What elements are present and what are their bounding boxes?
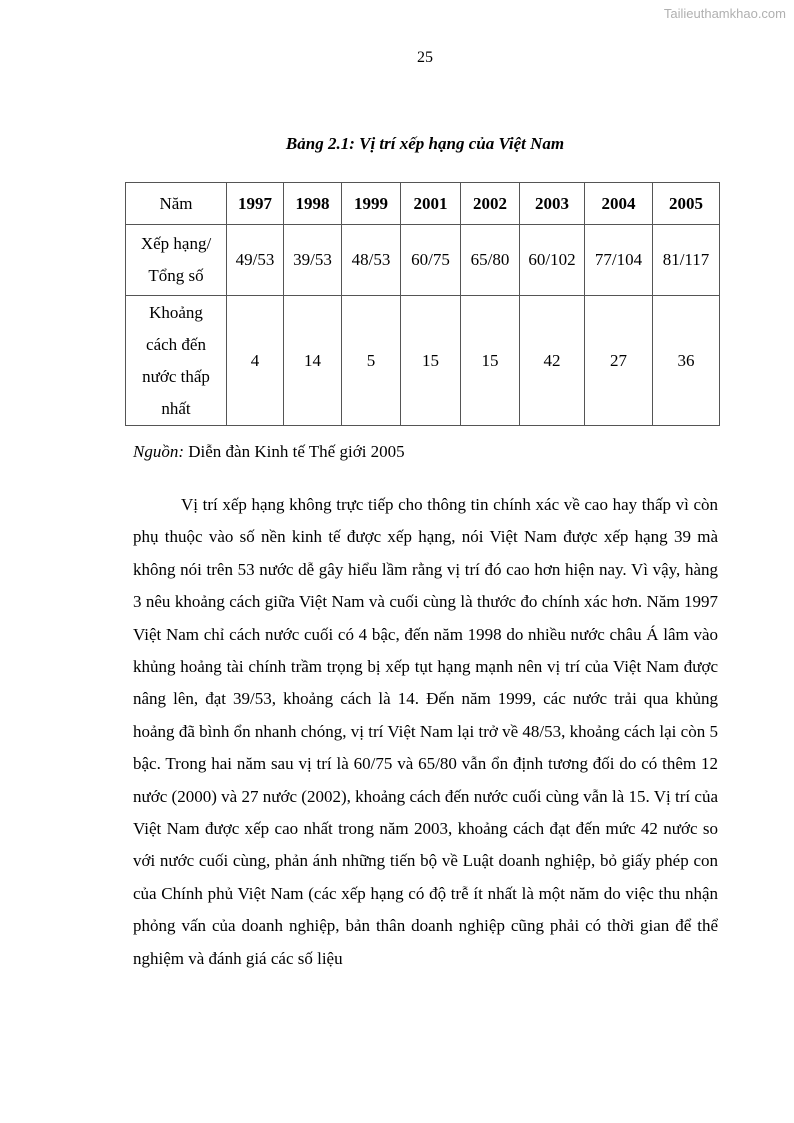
distance-cell: 15 bbox=[461, 296, 520, 426]
distance-cell: 42 bbox=[520, 296, 585, 426]
body-text bbox=[133, 489, 718, 975]
year-cell: 2002 bbox=[461, 183, 520, 225]
rank-cell: 60/102 bbox=[520, 225, 585, 296]
source-label: Nguồn: bbox=[133, 442, 184, 461]
distance-cell: 4 bbox=[227, 296, 284, 426]
row-label-rank: Xếp hạng/ Tổng số bbox=[126, 225, 227, 296]
source-text: Diễn đàn Kinh tế Thế giới 2005 bbox=[184, 442, 405, 461]
rank-cell: 77/104 bbox=[585, 225, 653, 296]
rank-cell: 65/80 bbox=[461, 225, 520, 296]
header-corner-cell: Năm bbox=[126, 183, 227, 225]
ranking-table bbox=[125, 182, 720, 426]
year-cell: 1997 bbox=[227, 183, 284, 225]
distance-cell: 36 bbox=[653, 296, 720, 426]
distance-cell: 5 bbox=[342, 296, 401, 426]
watermark: Tailieuthamkhao.com bbox=[663, 6, 786, 21]
rank-cell: 81/117 bbox=[653, 225, 720, 296]
row-label-distance: Khoảng cách đến nước thấp nhất bbox=[126, 296, 227, 426]
page-number: 25 bbox=[417, 49, 433, 66]
distance-cell: 14 bbox=[284, 296, 342, 426]
distance-cell: 15 bbox=[401, 296, 461, 426]
table-source bbox=[133, 442, 405, 462]
year-cell: 2001 bbox=[401, 183, 461, 225]
distance-cell: 27 bbox=[585, 296, 653, 426]
table-row-distance bbox=[126, 296, 720, 426]
table-header-row bbox=[126, 183, 720, 225]
year-cell: 1998 bbox=[284, 183, 342, 225]
year-cell: 2004 bbox=[585, 183, 653, 225]
table-row-rank bbox=[126, 225, 720, 296]
year-cell: 2003 bbox=[520, 183, 585, 225]
rank-cell: 48/53 bbox=[342, 225, 401, 296]
table-title: Bảng 2.1: Vị trí xếp hạng của Việt Nam bbox=[285, 134, 565, 153]
rank-cell: 49/53 bbox=[227, 225, 284, 296]
year-cell: 1999 bbox=[342, 183, 401, 225]
body-paragraph: Vị trí xếp hạng không trực tiếp cho thông tin chính xác về cao hay thấp vì còn phụ thuộc vào số nền kinh tế được xếp hạng, nói Việt Nam được xếp hạng 39 mà không nói trên 53 nước dễ gây hiểu lầm rằng vị trí đó cao hơn hiện nay. Vì vậy, hàng 3 nêu khoảng cách giữa Việt Nam và cuối cùng là thước đo chính xác hơn. Năm 1997 Việt Nam chỉ cách nước cuối có 4 bậc, đến năm 1998 do nhiều nước châu Á lâm vào khủng hoảng tài chính trầm trọng bị xếp tụt hạng mạnh nên vị trí của Việt Nam được nâng lên, đạt 39/53, khoảng cách là 14. Đến năm 1999, các nước trải qua khủng hoảng đã bình ổn nhanh chóng, vị trí Việt Nam lại trở về 48/53, khoảng cách lại còn 5 bậc. Trong hai năm sau vị trí là 60/75 và 65/80 vẫn ổn định tương đối do có thêm 12 nước (2000) và 27 nước (2002), khoảng cách đến nước cuối cùng vẫn là 15. Vị trí của Việt Nam được xếp cao nhất trong năm 2003, khoảng cách đạt đến mức 42 nước so với nước cuối cùng, phản ánh những tiến bộ về Luật doanh nghiệp, bỏ giấy phép con của Chính phủ Việt Nam (các xếp hạng có độ trễ ít nhất là một năm do việc thu nhận phỏng vấn của doanh nghiệp, bản thân doanh nghiệp cũng phải có thời gian để thể nghiệm và đánh giá các số liệu bbox=[133, 495, 718, 968]
rank-cell: 60/75 bbox=[401, 225, 461, 296]
year-cell: 2005 bbox=[653, 183, 720, 225]
rank-cell: 39/53 bbox=[284, 225, 342, 296]
